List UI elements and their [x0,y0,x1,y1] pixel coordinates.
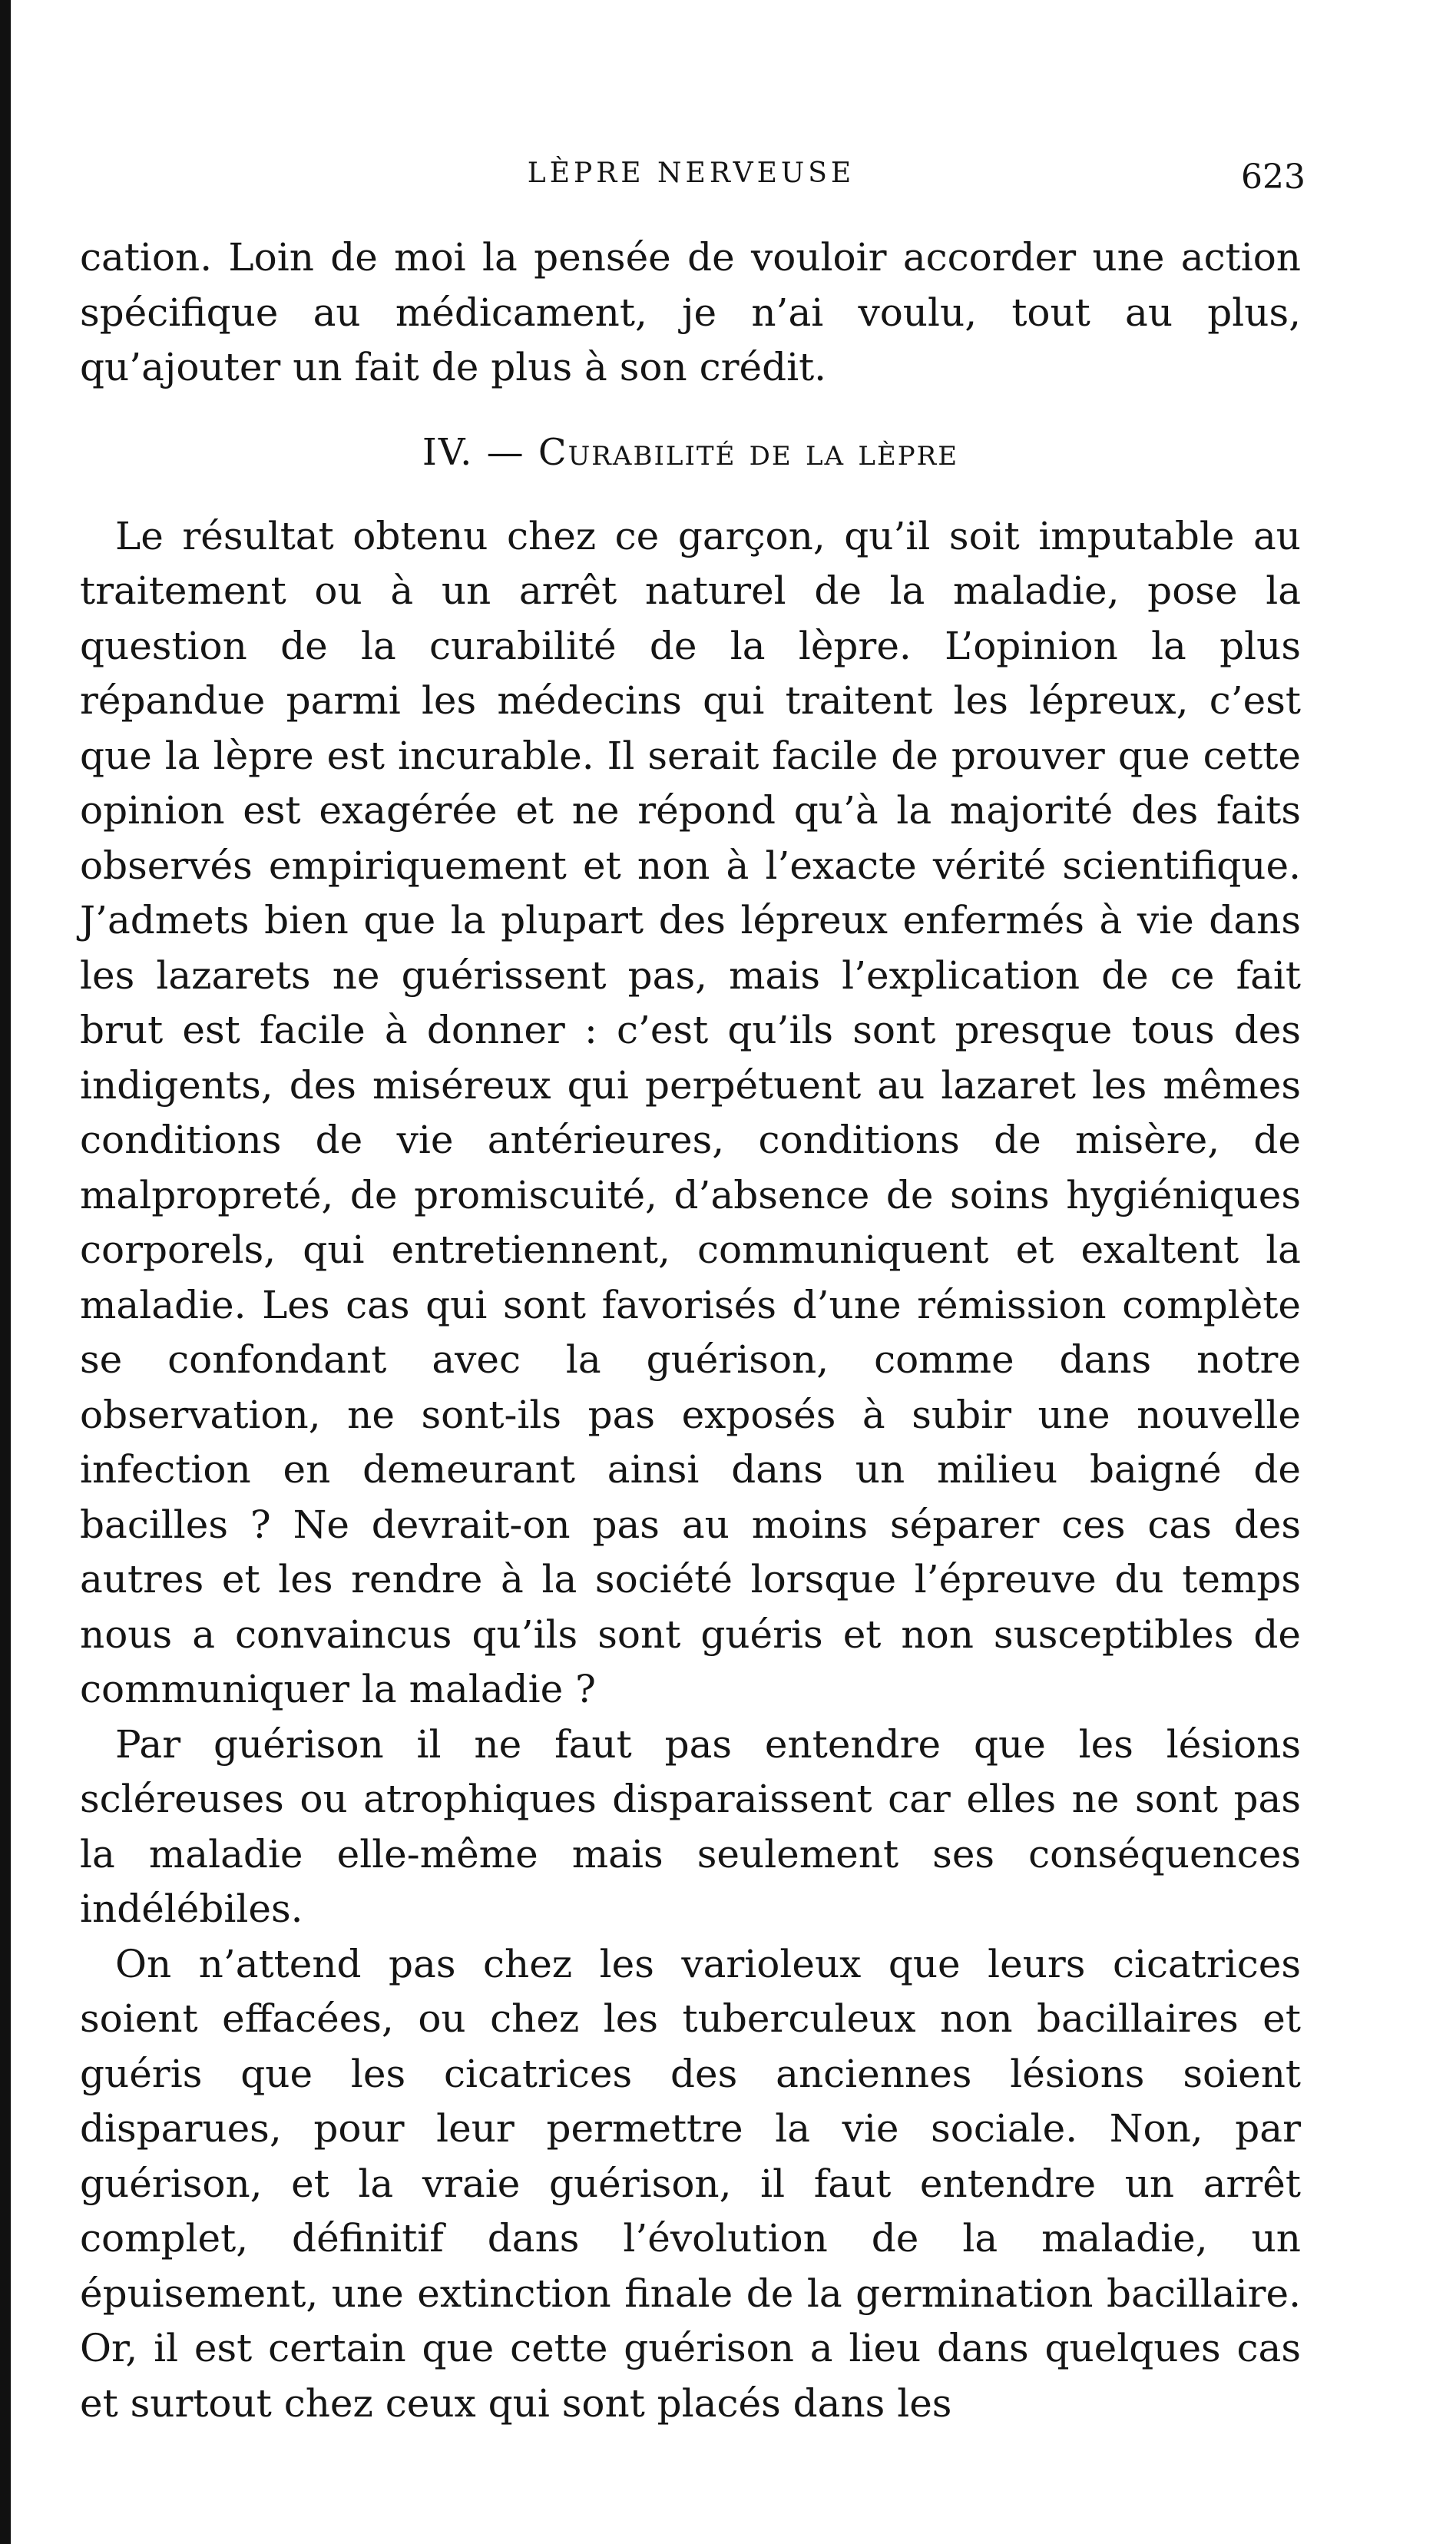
running-head: LÈPRE NERVEUSE [527,157,855,189]
paragraph-continuation: cation. Loin de moi la pensée de vouloir accorder une action spécifique au médicament, je n’ai voulu, tout au plus, qu’ajouter un fait de plus à son crédit. [80,235,1301,389]
body-text [80,230,1301,2431]
page-header [77,157,1305,204]
paragraph-curability: Le résultat obtenu chez ce garçon, qu’il soit imputable au traitement ou à un arrêt naturel de la maladie, pose la question de la curabilité de la lèpre. L’opinion la plus répandue parmi les médecins qui traitent les lépreux, c’est que la lèpre est incurable. Il serait facile de prouver que cette opinion est exagérée et ne répond qu’à la majorité des faits observés empiriquement et non à l’exacte vérité scientifique. J’admets bien que la plupart des lépreux enfermés à vie dans les lazarets ne guérissent pas, mais l’explication de ce fait brut est facile à donner : c’est qu’ils sont presque tous des indigents, des miséreux qui perpétuent au lazaret les mêmes conditions de vie antérieures, conditions de misère, de malpropreté, de promiscuité, d’absence de soins hygiéniques corporels, qui entretiennent, communiquent et exaltent la maladie. Les cas qui sont favorisés d’une rémission complète se confondant avec la guérison, comme dans notre observation, ne sont-ils pas exposés à subir une nouvelle infection en demeurant ainsi dans un milieu baigné de bacilles ? Ne devrait-on pas au moins séparer ces cas des autres et les rendre à la société lorsque l’épreuve du temps nous a convaincus qu’ils sont guéris et non susceptibles de communiquer la maladie ? [80,513,1301,1711]
paragraph-definition: Par guérison il ne faut pas entendre que les lésions scléreuses ou atrophiques disparaissent car elles ne sont pas la maladie elle-même mais seulement ses conséquences indélébiles. [80,1721,1301,1931]
section-heading: IV. — Curabilité de la lèpre [422,430,959,474]
paragraph-comparison: On n’attend pas chez les varioleux que leurs cicatrices soient effacées, ou chez les tuberculeux non bacillaires et guéris que les cicatrices des anciennes lésions soient disparues, pour leur permettre la vie sociale. Non, par guérison, et la vraie guérison, il faut entendre un arrêt complet, définitif dans l’évolution de la maladie, un épuisement, une extinction finale de la germination bacillaire. Or, il est certain que cette guérison a lieu dans quelques cas et surtout chez ceux qui sont placés dans les [80,1941,1301,2426]
page-number: 623 [1241,157,1305,197]
page-edge-shadow [0,0,11,2544]
